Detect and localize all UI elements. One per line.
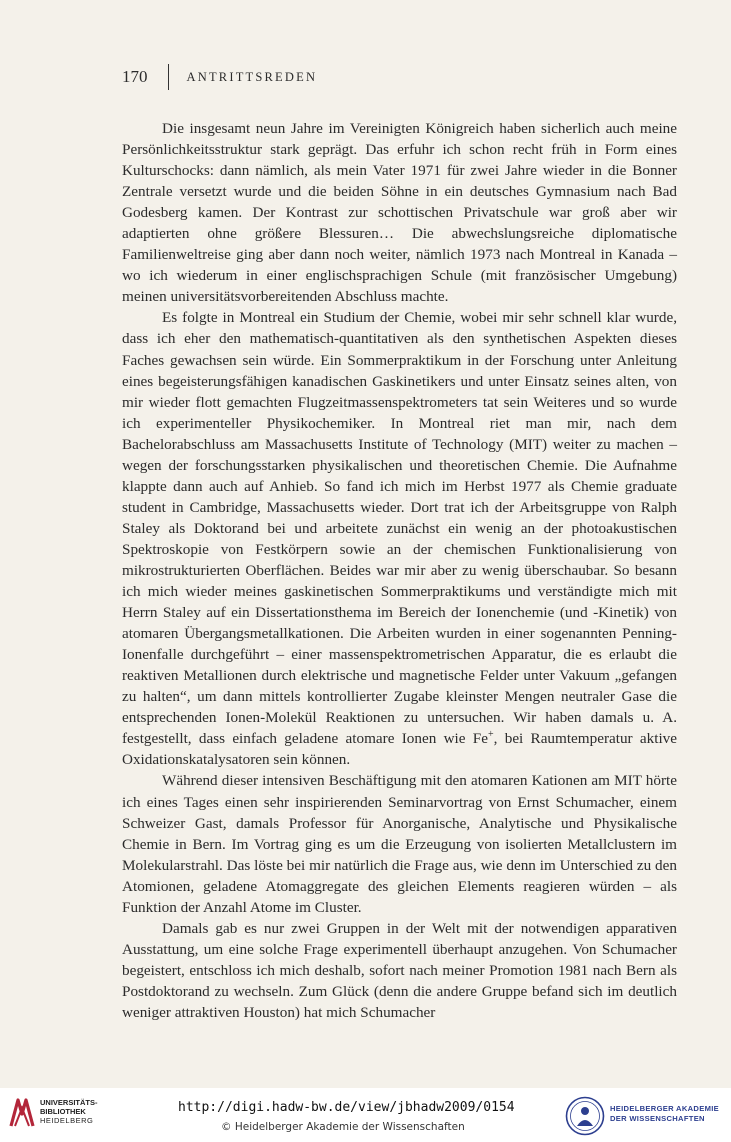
paragraph-2-text: Es folgte in Montreal ein Studium der Chemie, wobei mir sehr schnell klar wurde, dass ich eher den mathematisch-quantitativen als den synthetischen Aspekten dieses Faches gewachsen sein würde. Ein Sommerpraktikum in der Forschung unter Anleitung eines begeisterungsfähigen kanadischen Gaskinetikers und unter Einsatz seines alten, von mir wieder flott gemachten Flugzeitmassenspektrometers tat sein Weiteres und so wurde ich experimenteller Physikochemiker. In Montreal riet man mir, nach dem Bachelorabschluss am Massachusetts Institute of Technology (MIT) weiter zu machen – wegen der forschungsstarken physikalischen und theoretischen Chemie. Die Aufnahme klappte dann auch auf Anhieb. So fand ich mich im Herbst 1977 als Chemie graduate student in Cambridge, Massachusetts wieder. Dort trat ich der Arbeitsgruppe von Ralph Staley als Doktorand bei und arbeitete zunächst ein wenig an der photoakustischen Spektroskopie von Festkörpern sowie an der chemischen Funktionalisierung von mikrostrukturierten Oberflächen. Beides war mir aber zu wenig überschaubar. So besann ich mich wieder meines gaskinetischen Sommerpraktikums und verständigte mich mit Herrn Staley auf ein Dissertationsthema im Bereich der Ionenchemie (und -Kinetik) von atomaren Übergangsmetallkationen. Die Arbeiten wurden in einer sogenannten Penning-Ionenfalle durchgeführt – einer massenspektrometrischen Apparatur, die es erlaubt die reaktiven Metallionen durch elektrische und magnetische Felder unter Vakuum „gefangen zu halten“, um dann mittels kontrollierter Zugabe kleinster Mengen neutraler Gase die entsprechenden Ionen-Molekül Reaktionen zu untersuchen. Wir haben damals u. A. festgestellt, dass einfach geladene atomare Ionen wie Fe xyxy=(122,309,677,748)
header-divider xyxy=(168,64,169,90)
copyright-notice: © Heidelberger Akademie der Wissenschaften xyxy=(221,1121,465,1133)
library-name: UNIVERSITÄTS- BIBLIOTHEK HEIDELBERG xyxy=(40,1098,98,1125)
article-body xyxy=(122,118,677,1023)
hadw-seal-icon xyxy=(565,1096,605,1136)
ub-heidelberg-logo-icon xyxy=(8,1096,36,1128)
running-head: ANTRITTSREDEN xyxy=(186,69,318,84)
paragraph-2 xyxy=(122,307,677,770)
page-number: 170 xyxy=(122,67,148,86)
paragraph-2-tail: , bei Raumtemperatur aktive Oxidationskatalysatoren sein können. xyxy=(122,730,678,769)
digitization-footer xyxy=(0,1088,731,1142)
academy-name: HEIDELBERGER AKADEMIE DER WISSENSCHAFTEN xyxy=(610,1104,719,1123)
paragraph-3: Während dieser intensiven Beschäftigung mit den atomaren Kationen am MIT hörte ich eines Tages einen sehr inspirierenden Seminarvortrag von Ernst Schumacher, einem Schweizer Gast, damals Professor für Anorganische, Analytische und Physikalische Chemie in Bern. Im Vortrag ging es um die Erzeugung von isolierten Metallclustern im Molekularstrahl. Das löste bei mir natürlich die Frage aus, wie denn im Unterschied zu den Atomionen, geladene Atomaggregate des gleichen Elements reagieren würden – als Funktion der Anzahl Atome im Cluster. xyxy=(122,772,677,916)
permalink-url[interactable]: http://digi.hadw-bw.de/view/jbhadw2009/0154 xyxy=(178,1100,515,1115)
paragraph-1: Die insgesamt neun Jahre im Vereinigten Königreich haben sicherlich auch meine Persönlichkeitsstruktur stark geprägt. Das erfuhr ich schon recht früh in Form eines Kulturschocks: dann nämlich, als mein Vater 1971 für zwei Jahre wieder in die Bonner Zentrale versetzt wurde und die beiden Söhne in ein deutsches Gymnasium nach Bad Godesberg kamen. Der Kontrast zur schottischen Privatschule war groß aber wir adaptierten ohne größere Blessuren… Die abwechslungsreiche diplomatische Familienweltreise ging aber dann noch weiter, nämlich 1973 nach Montreal in Kanada – wo ich wiederum in einer englischsprachigen Schule (mit französischer Umgebung) meinen universitätsvorbereitenden Abschluss machte. xyxy=(122,120,677,306)
paragraph-4: Damals gab es nur zwei Gruppen in der Welt mit der notwendigen apparativen Ausstattung, um eine solche Frage experimentell überhaupt anzugehen. Von Schumacher begeistert, entschloss ich mich deshalb, sofort nach meiner Promotion 1981 nach Bern als Postdoktorand zu wechseln. Zum Glück (denn die andere Gruppe befand sich im deutlich weniger attraktiven Houston) hat mich Schumacher xyxy=(122,919,677,1021)
page-header xyxy=(122,64,317,90)
superscript-charge: + xyxy=(488,729,494,741)
